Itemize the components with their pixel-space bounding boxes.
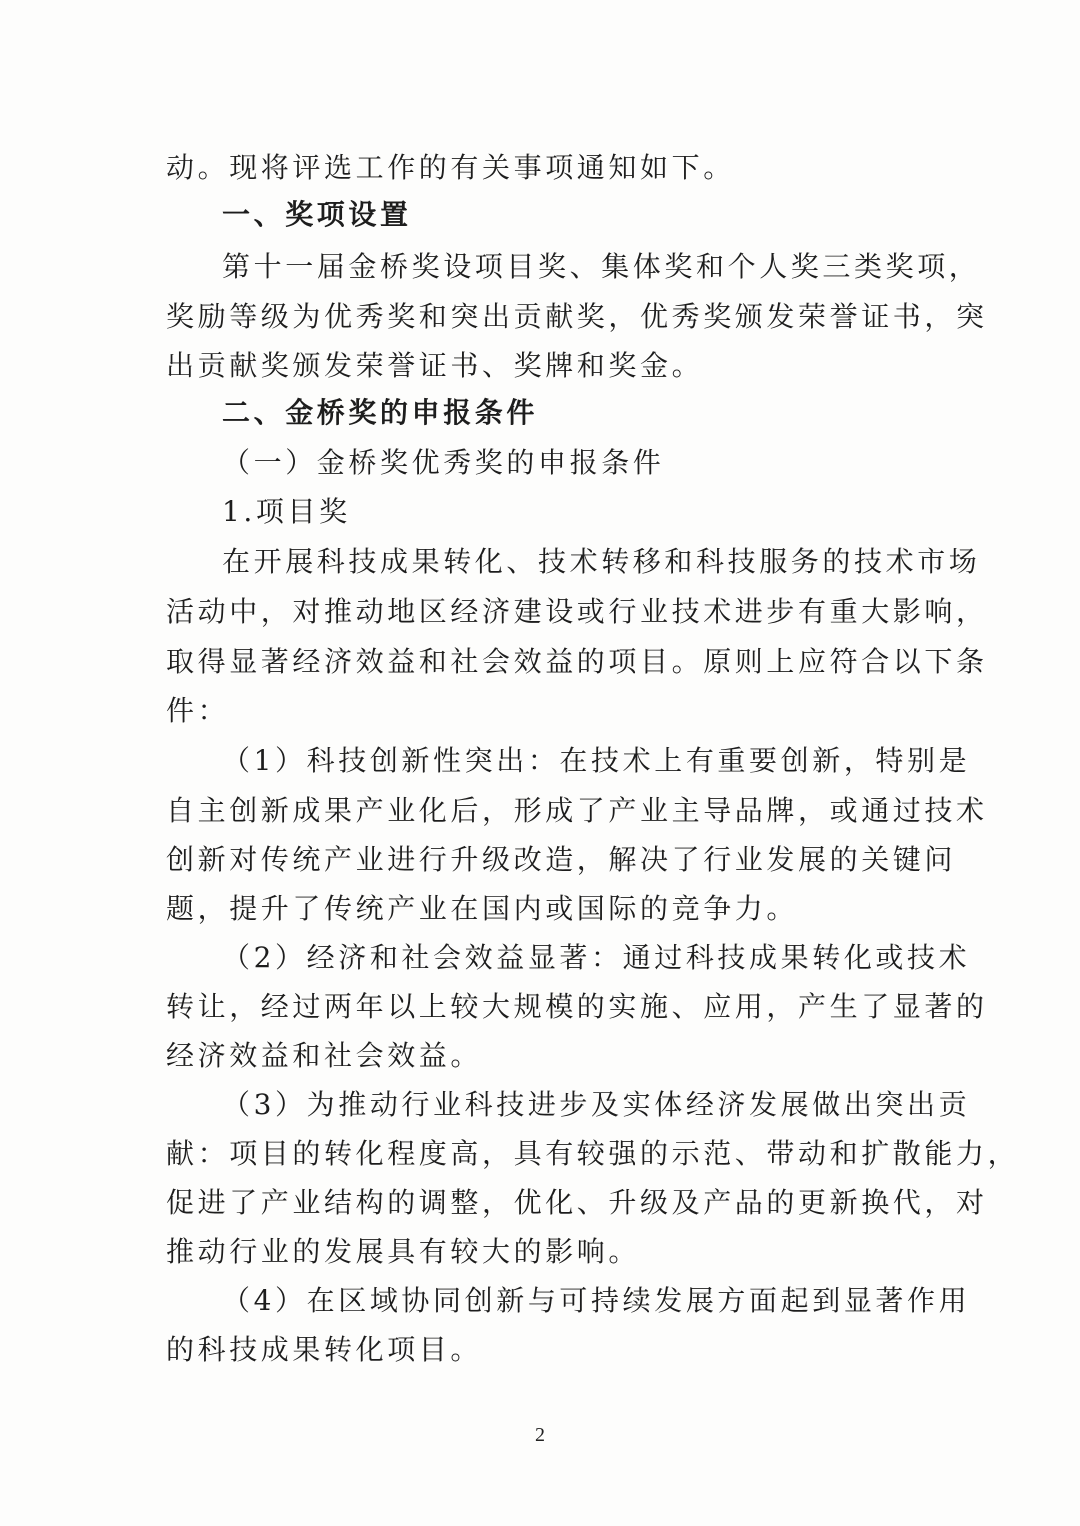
body-text-line: 题，提升了传统产业在国内或国际的竞争力。	[166, 892, 799, 925]
body-text-line: 活动中，对推动地区经济建设或行业技术进步有重大影响，	[166, 595, 988, 628]
body-text-line: 取得显著经济效益和社会效益的项目。原则上应符合以下条	[166, 645, 988, 678]
body-text-line: 的科技成果转化项目。	[166, 1333, 483, 1366]
body-text-line: 动。现将评选工作的有关事项通知如下。	[166, 151, 735, 184]
body-text-line: 在开展科技成果转化、技术转移和科技服务的技术市场	[222, 545, 981, 578]
body-text-line: （1）科技创新性突出：在技术上有重要创新，特别是	[222, 744, 971, 777]
section-heading-awards: 一、奖项设置	[222, 198, 412, 231]
subsection-heading: （一）金桥奖优秀奖的申报条件	[222, 446, 665, 479]
body-text-line: 经济效益和社会效益。	[166, 1039, 483, 1072]
page-number: 2	[535, 1424, 545, 1446]
body-text-line: 自主创新成果产业化后，形成了产业主导品牌，或通过技术	[166, 794, 988, 827]
body-text-line: 出贡献奖颁发荣誉证书、奖牌和奖金。	[166, 349, 704, 382]
item-heading-project-award: 1.项目奖	[222, 495, 351, 528]
body-text-line: 献：项目的转化程度高，具有较强的示范、带动和扩散能力，	[166, 1137, 1020, 1170]
body-text-line: 促进了产业结构的调整，优化、升级及产品的更新换代，对	[166, 1186, 988, 1219]
body-text-line: （4）在区域协同创新与可持续发展方面起到显著作用	[222, 1284, 971, 1317]
body-text-line: （3）为推动行业科技进步及实体经济发展做出突出贡	[222, 1088, 971, 1121]
body-text-line: 推动行业的发展具有较大的影响。	[166, 1235, 641, 1268]
body-text-line: 第十一届金桥奖设项目奖、集体奖和个人奖三类奖项，	[222, 250, 981, 283]
body-text-line: 奖励等级为优秀奖和突出贡献奖，优秀奖颁发荣誉证书，突	[166, 300, 988, 333]
section-heading-conditions: 二、金桥奖的申报条件	[222, 396, 539, 429]
body-text-line: 转让，经过两年以上较大规模的实施、应用，产生了显著的	[166, 990, 988, 1023]
body-text-line: 创新对传统产业进行升级改造，解决了行业发展的关键问	[166, 843, 957, 876]
body-text-line: 件：	[166, 694, 230, 727]
body-text-line: （2）经济和社会效益显著：通过科技成果转化或技术	[222, 941, 971, 974]
